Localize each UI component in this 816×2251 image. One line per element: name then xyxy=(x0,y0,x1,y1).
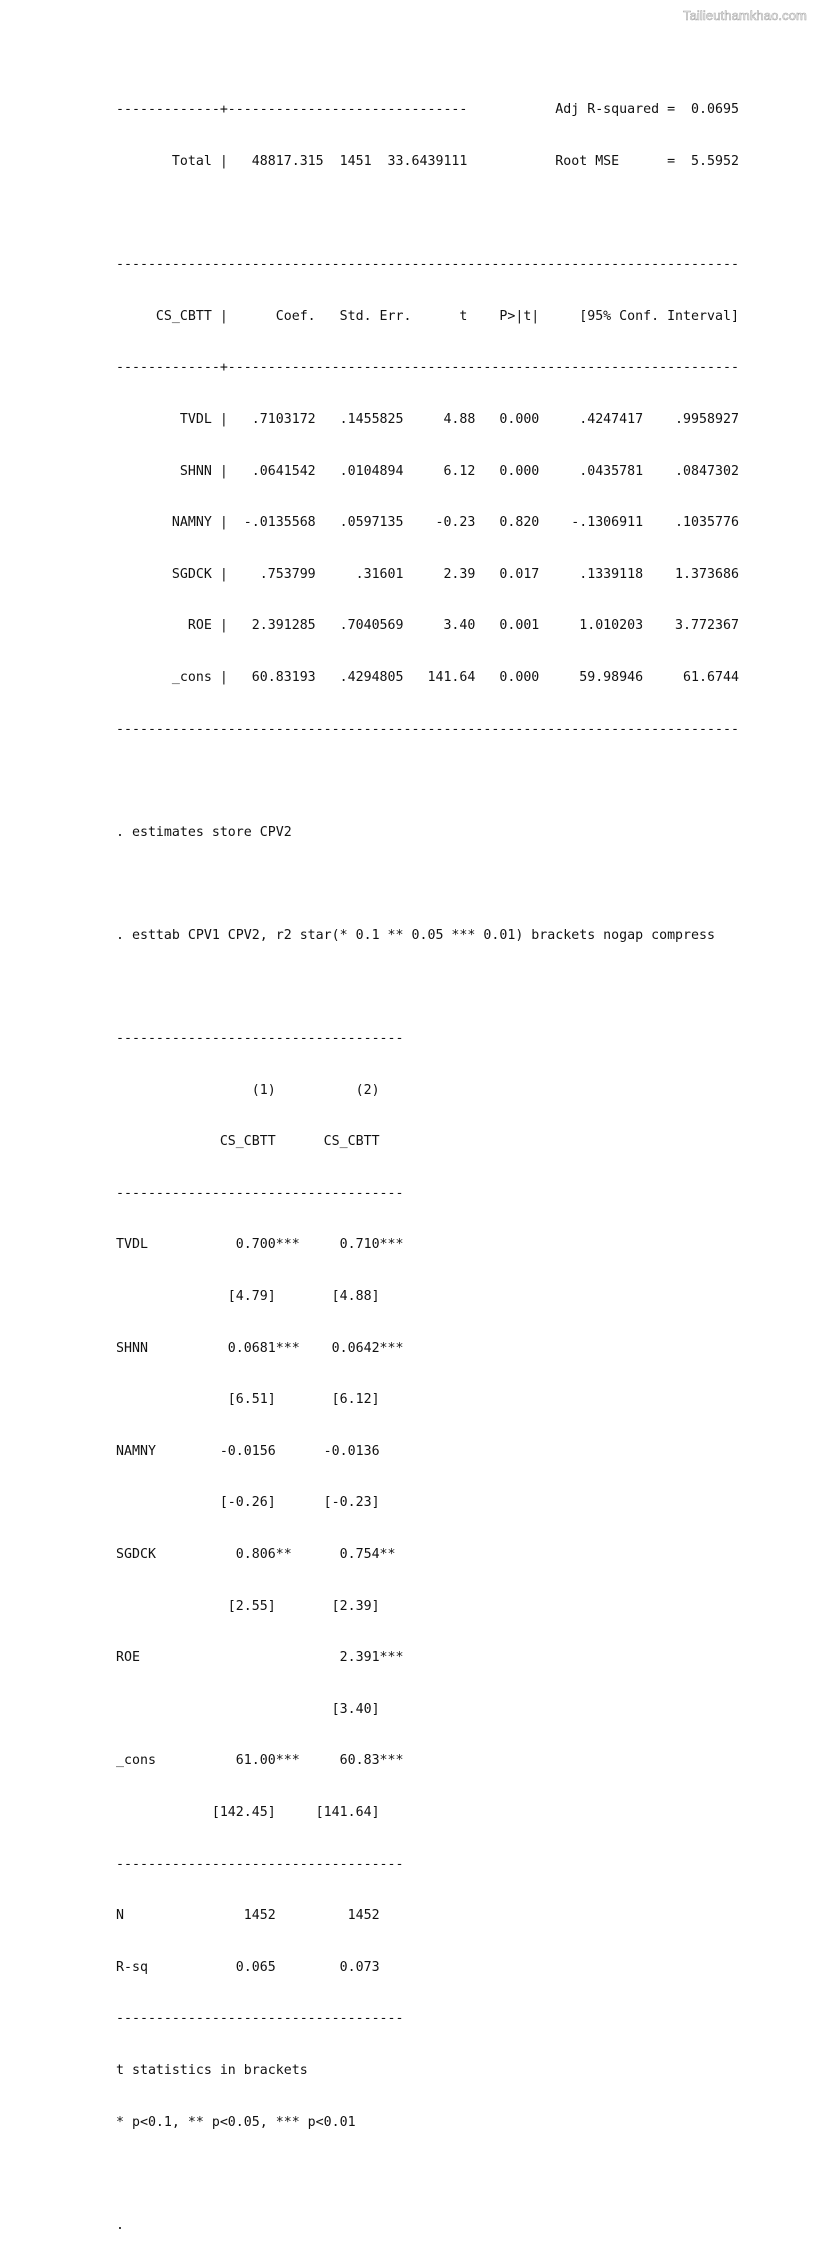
log-line xyxy=(116,205,739,222)
log-line: ------------------------------------ xyxy=(116,2011,404,2027)
log-line: ROE | 2.391285 .7040569 3.40 0.001 1.010203 3.772367 xyxy=(116,618,739,634)
log-line: CS_CBTT | Coef. Std. Err. t P>|t| [95% Conf. Interval] xyxy=(116,308,739,324)
log-line: [4.79] [4.88] xyxy=(116,1289,380,1305)
log-line: SHNN 0.0681*** 0.0642*** xyxy=(116,1340,404,1356)
log-line: NAMNY -0.0156 -0.0136 xyxy=(116,1443,380,1459)
log-line: ------------------------------------------------------------------------------ xyxy=(116,257,739,273)
log-line: [142.45] [141.64] xyxy=(116,1805,380,1820)
log-line: SGDCK 0.806** 0.754** xyxy=(116,1547,396,1563)
log-line: R-sq 0.065 0.073 xyxy=(116,1959,380,1975)
log-line: * p<0.1, ** p<0.05, *** p<0.01 xyxy=(116,2114,356,2130)
log-line: _cons 61.00*** 60.83*** xyxy=(116,1753,404,1769)
log-line: [2.55] [2.39] xyxy=(116,1598,380,1614)
log-line: ------------------------------------ xyxy=(116,1185,404,1201)
log-line: SHNN | .0641542 .0104894 6.12 0.000 .0435781 .0847302 xyxy=(116,463,739,479)
log-line: CS_CBTT CS_CBTT xyxy=(116,1134,380,1150)
log-line: . estimates store CPV2 xyxy=(116,824,292,840)
stata-results-log xyxy=(116,67,739,2251)
log-line xyxy=(116,875,739,892)
log-line: Total | 48817.315 1451 33.6439111 Root MSE = 5.5952 xyxy=(116,154,739,169)
log-line: ------------------------------------------------------------------------------ xyxy=(116,721,739,737)
log-line: TVDL | .7103172 .1455825 4.88 0.000 .4247417 .9958927 xyxy=(116,411,739,427)
watermark-text: Tailieuthamkhao.com xyxy=(682,8,807,23)
log-line xyxy=(116,2165,739,2182)
log-line: [3.40] xyxy=(116,1701,380,1717)
log-line: ------------------------------------ xyxy=(116,1031,404,1047)
log-line: ------------------------------------ xyxy=(116,1856,404,1872)
log-line xyxy=(116,979,739,996)
log-line: TVDL 0.700*** 0.710*** xyxy=(116,1237,404,1253)
log-line: _cons | 60.83193 .4294805 141.64 0.000 59.98946 61.6744 xyxy=(116,669,739,685)
log-line: t statistics in brackets xyxy=(116,2062,308,2078)
log-line xyxy=(116,772,739,789)
log-line: -------------+---------------------------------------------------------------- xyxy=(116,360,739,376)
log-line: (1) (2) xyxy=(116,1082,380,1098)
log-line: [6.51] [6.12] xyxy=(116,1392,380,1408)
log-line: NAMNY | -.0135568 .0597135 -0.23 0.820 -.1306911 .1035776 xyxy=(116,515,739,531)
log-line: . xyxy=(116,2217,124,2233)
log-line: N 1452 1452 xyxy=(116,1908,380,1924)
log-line: ROE 2.391*** xyxy=(116,1650,404,1666)
log-line: [-0.26] [-0.23] xyxy=(116,1495,380,1511)
log-line: SGDCK | .753799 .31601 2.39 0.017 .1339118 1.373686 xyxy=(116,566,739,582)
log-line: . esttab CPV1 CPV2, r2 star(* 0.1 ** 0.05 *** 0.01) brackets nogap compress xyxy=(116,927,715,943)
log-line: -------------+------------------------------ Adj R-squared = 0.0695 xyxy=(116,102,739,118)
